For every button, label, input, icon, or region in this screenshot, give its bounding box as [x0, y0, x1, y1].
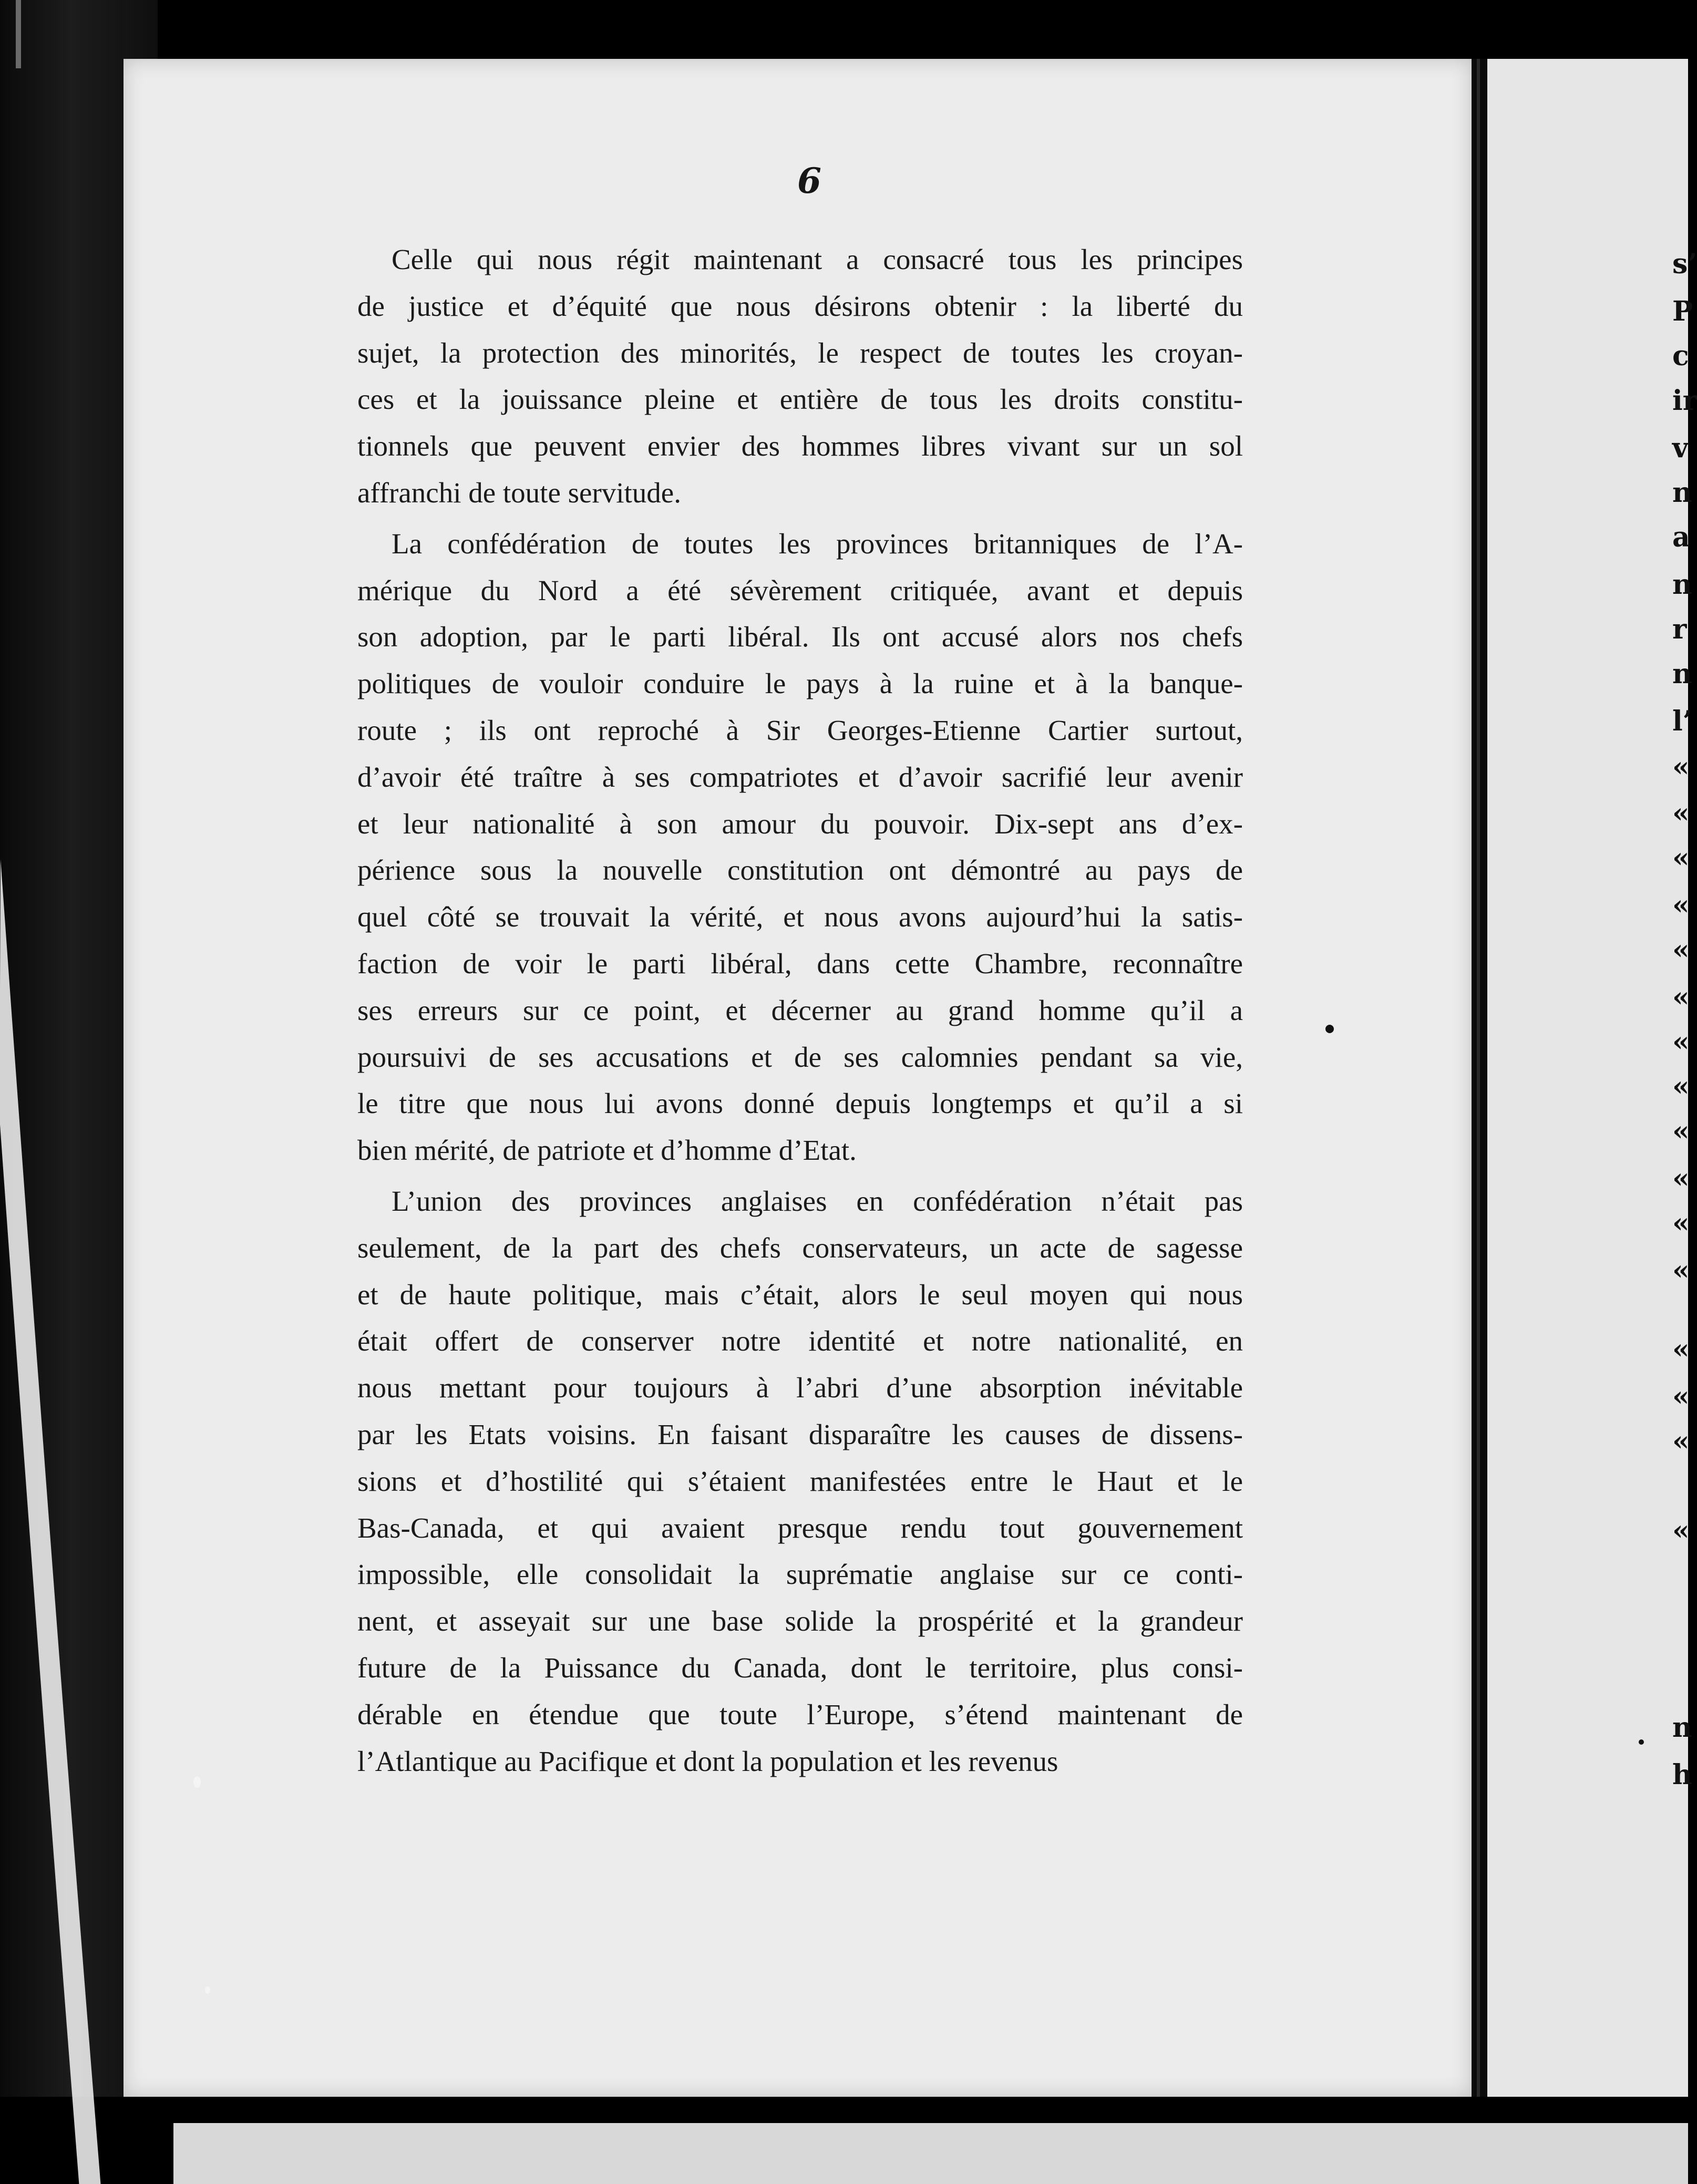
text-line: l’Atlantique au Pacifique et dont la population et les revenus [357, 1745, 1058, 1777]
text-line: périence sous la nouvelle constitution ont démontré au pays de [357, 854, 1243, 887]
text-line: sujet, la protection des minorités, le respect de toutes les croyan- [357, 336, 1243, 369]
facing-page-margin-char: « [1672, 1254, 1690, 1286]
text-line: tionnels que peuvent envier des hommes libres vivant sur un sol [357, 430, 1243, 462]
facing-page-margin-char: n [1672, 1712, 1692, 1744]
facing-page-margin-char: « [1672, 1381, 1690, 1413]
scan-top-edge [158, 0, 1688, 59]
facing-page-margin-char: « [1672, 1515, 1690, 1547]
facing-page-margin-char: h [1672, 1759, 1692, 1791]
facing-page-margin-char: a [1672, 521, 1690, 553]
text-line: La confédération de toutes les provinces britanniques de l’A- [392, 527, 1243, 560]
text-line: L’union des provinces anglaises en confédération n’était pas [392, 1184, 1243, 1217]
text-line: Celle qui nous régit maintenant a consacré tous les principes [392, 243, 1243, 275]
text-line: impossible, elle consolidait la suprématie anglaise sur ce conti- [357, 1558, 1243, 1591]
paragraph-gap [357, 517, 1243, 521]
text-line: bien mérité, de patriote et d’homme d’Etat. [357, 1134, 857, 1167]
text-line: mérique du Nord a été sévèrement critiquée, avant et depuis [357, 574, 1243, 606]
facing-page-margin-char: « [1672, 1026, 1690, 1058]
scan-bottom-strip [173, 2123, 1688, 2184]
ink-speck [1639, 1739, 1644, 1745]
facing-page-margin-char: s’ [1672, 248, 1697, 280]
facing-page-margin-char: P [1672, 295, 1693, 327]
text-line: était offert de conserver notre identité et notre nationalité, en [357, 1325, 1243, 1357]
dust-speck [205, 1986, 210, 1994]
facing-page-margin-char: « [1672, 981, 1690, 1013]
text-line: future de la Puissance du Canada, dont le territoire, plus consi- [357, 1651, 1243, 1684]
facing-page-margin-char: « [1672, 1425, 1690, 1457]
facing-page-margin-char: c [1672, 340, 1689, 372]
facing-page-margin-char: « [1672, 934, 1690, 966]
text-line: dérable en étendue que toute l’Europe, s’étend maintenant de [357, 1698, 1243, 1730]
text-line: son adoption, par le parti libéral. Ils ont accusé alors nos chefs [357, 621, 1243, 653]
facing-page-margin-char: v [1672, 432, 1689, 464]
facing-page-margin-char: r [1672, 613, 1687, 645]
facing-page-margin-char: « [1672, 797, 1690, 829]
text-line: sions et d’hostilité qui s’étaient manifestées entre le Haut et le [357, 1465, 1243, 1497]
text-line: et leur nationalité à son amour du pouvoir. Dix-sept ans d’ex- [357, 807, 1243, 840]
text-line: route ; ils ont reproché à Sir Georges-Etienne Cartier surtout, [357, 714, 1243, 746]
facing-page-margin-char: « [1672, 1207, 1690, 1239]
facing-page-margin-char: « [1672, 751, 1690, 783]
text-line: de justice et d’équité que nous désirons obtenir : la liberté du [357, 290, 1243, 322]
dust-speck [193, 1776, 201, 1788]
facing-page-margin-char: « [1672, 1070, 1690, 1103]
facing-page-margin-char: « [1672, 1162, 1690, 1194]
text-line: nous mettant pour toujours à l’abri d’une absorption inévitable [357, 1372, 1243, 1404]
text-line: ses erreurs sur ce point, et décerner au grand homme qu’il a [357, 994, 1243, 1026]
text-line: Bas-Canada, et qui avaient presque rendu tout gouvernement [357, 1511, 1243, 1544]
facing-page-margin-char: « [1672, 1333, 1690, 1365]
facing-page-margin-char: « [1672, 1115, 1690, 1147]
text-line: le titre que nous lui avons donné depuis longtemps et qu’il a si [357, 1087, 1243, 1120]
text-line: poursuivi de ses accusations et de ses calomnies pendant sa vie, [357, 1041, 1243, 1073]
page-number: 6 [797, 160, 821, 201]
facing-page-margin-char: ir [1672, 385, 1697, 417]
text-line: politiques de vouloir conduire le pays à la ruine et à la banque- [357, 667, 1243, 700]
facing-page-margin-char: « [1672, 842, 1690, 874]
text-line: faction de voir le parti libéral, dans cette Chambre, reconnaître [357, 947, 1243, 980]
gutter-line [1477, 59, 1480, 2097]
text-line: ces et la jouissance pleine et entière de tous les droits constitu- [357, 383, 1243, 416]
facing-page-margin-char: n [1672, 477, 1692, 509]
facing-page-margin-char: n [1672, 658, 1692, 690]
text-line: et de haute politique, mais c’était, alors le seul moyen qui nous [357, 1278, 1243, 1311]
text-line: nent, et asseyait sur une base solide la prospérité et la grandeur [357, 1605, 1243, 1637]
facing-page-fragment [1487, 59, 1697, 2097]
facing-page-margin-char: « [1672, 889, 1690, 921]
ink-speck [1325, 1025, 1334, 1033]
text-line: par les Etats voisins. En faisant disparaître les causes de dissens- [357, 1418, 1243, 1450]
text-line: quel côté se trouvait la vérité, et nous avons aujourd’hui la satis- [357, 901, 1243, 933]
text-line: d’avoir été traître à ses compatriotes et d’avoir sacrifié leur avenir [357, 760, 1243, 793]
text-line: affranchi de toute servitude. [357, 476, 681, 509]
paragraph-gap [357, 1174, 1243, 1178]
facing-page-margin-char: l’ [1672, 705, 1692, 737]
text-line: seulement, de la part des chefs conservateurs, un acte de sagesse [357, 1231, 1243, 1264]
facing-page-margin-char: n [1672, 569, 1692, 601]
body-text [357, 236, 1243, 1785]
